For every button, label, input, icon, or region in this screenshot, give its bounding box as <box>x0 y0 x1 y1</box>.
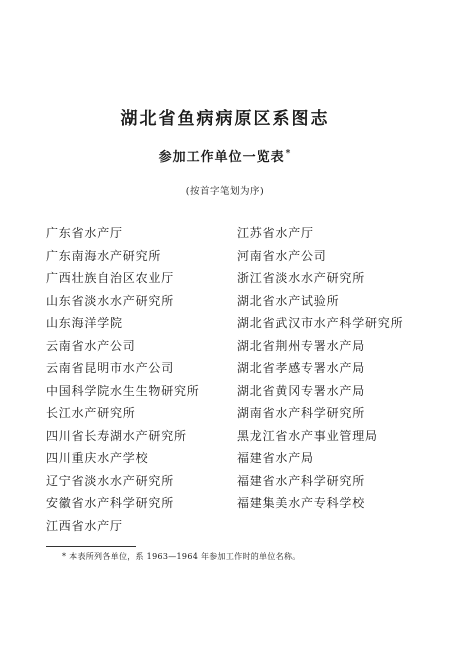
list-item: 云南省水产公司 <box>46 338 136 353</box>
subtitle-text: 参加工作单位一览表 <box>158 150 285 165</box>
list-item: 山东海洋学院 <box>46 316 123 330</box>
list-item: 湖北省孝感专署水产局 <box>237 361 366 375</box>
list-item: 福建省水产科学研究所 <box>237 473 366 488</box>
list-item: 福建省水产局 <box>237 451 314 465</box>
list-item: 广东南海水产研究所 <box>46 248 162 263</box>
list-item: 湖南省水产科学研究所 <box>237 406 366 420</box>
list-item: 广东省水产厅 <box>46 226 123 240</box>
list-item: 云南省昆明市水产公司 <box>46 361 175 375</box>
list-item: 湖北省武汉市水产科学研究所 <box>237 316 404 330</box>
list-item: 湖北省黄冈专署水产局 <box>237 383 366 398</box>
list-item: 浙江省淡水水产研究所 <box>237 271 366 285</box>
list-item: 四川省长寿湖水产研究所 <box>46 428 187 443</box>
list-item: 黑龙江省水产事业管理局 <box>237 428 378 443</box>
list-item: 长江水产研究所 <box>46 406 136 420</box>
list-item: 江西省水产厅 <box>46 518 123 533</box>
list-item: 山东省淡水水产研究所 <box>46 293 175 308</box>
list-item: 安徽省水产科学研究所 <box>46 496 175 510</box>
ordering-note: (按首字笔划为序) <box>185 186 265 197</box>
footnote-marker: * <box>285 149 292 159</box>
list-item: 广西壮族自治区农业厅 <box>46 271 175 285</box>
left-column-list <box>46 222 200 537</box>
list-item: 福建集美水产专科学校 <box>237 496 366 510</box>
right-column-list <box>237 222 403 515</box>
list-item: 四川重庆水产学校 <box>46 451 149 465</box>
footnote-divider <box>46 546 136 547</box>
list-item: 江苏省水产厅 <box>237 226 314 240</box>
document-title: 湖北省鱼病病原区系图志 <box>120 109 330 129</box>
list-item: 中国科学院水生生物研究所 <box>46 383 200 398</box>
list-item: 河南省水产公司 <box>237 248 327 263</box>
list-item: 湖北省水产试验所 <box>237 293 340 308</box>
table-subtitle <box>0 146 450 165</box>
footnote: * 本表所列各单位，系 1963—1964 年参加工作时的单位名称。 <box>62 552 301 561</box>
list-item: 湖北省荆州专署水产局 <box>237 338 366 353</box>
list-item: 辽宁省淡水水产研究所 <box>46 473 175 488</box>
